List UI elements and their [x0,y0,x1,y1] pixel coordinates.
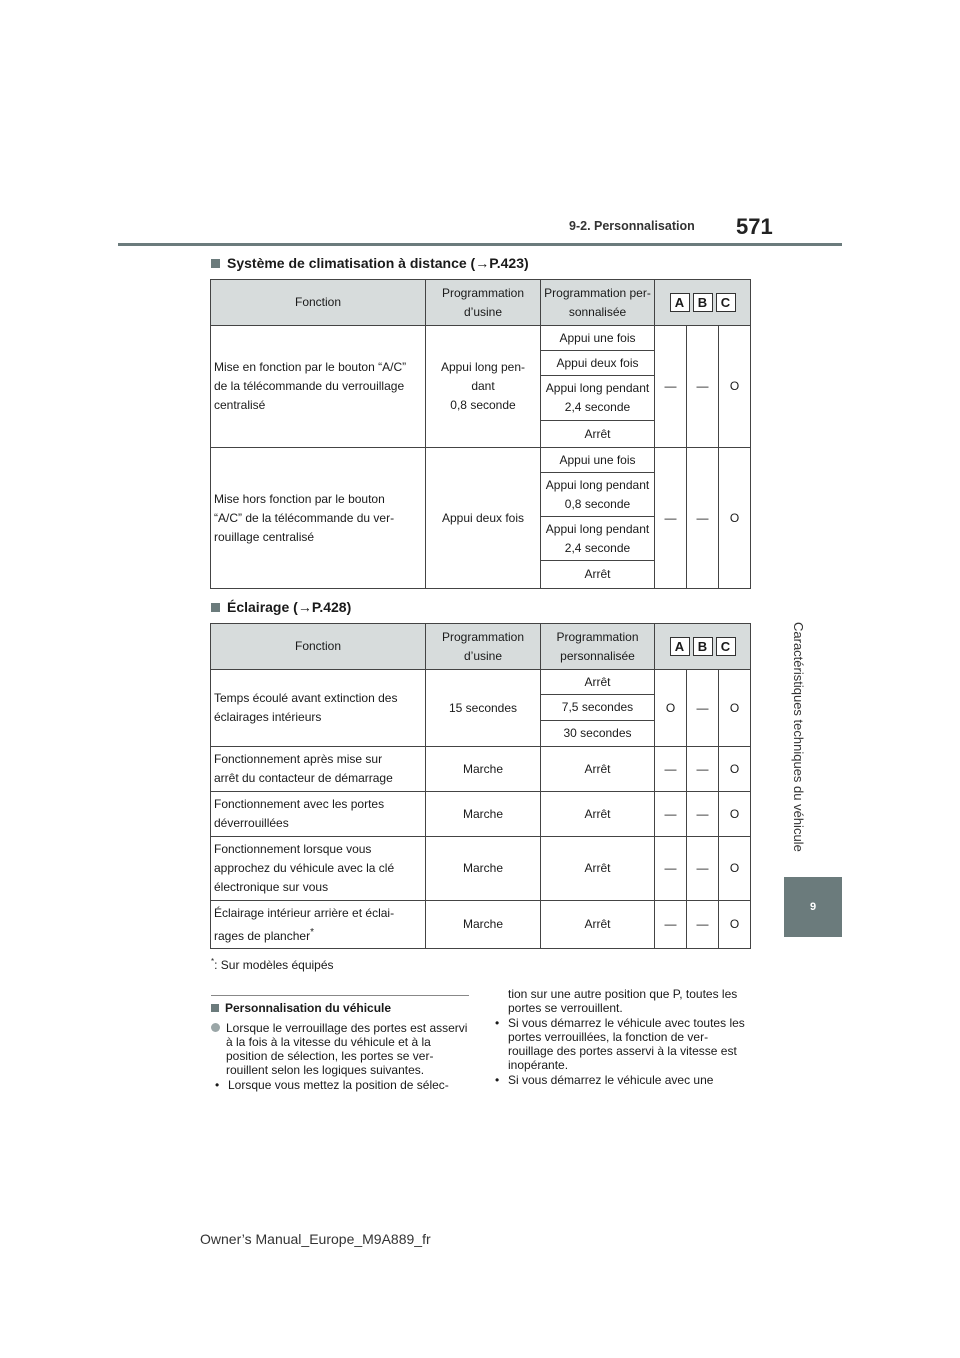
cell-c: O [719,670,751,747]
cell-b: — [687,448,719,589]
notes-divider [211,995,469,996]
square-bullet-icon [211,1004,219,1012]
table-row [211,747,751,792]
header-badges [655,624,751,670]
cell-c: O [719,326,751,448]
header-perso: Programmation personnalisée [541,624,655,670]
notes-column-right: tion sur une autre position que P, toutes les portes se verrouillent. • Si vous démarrez le véhicule avec toutes les portes verrouillées, la fonction de ver-rouillage des portes asservi à la vitesse est inopérante. • Si vous démarrez le véhicule avec une [495,987,753,1087]
header-usine: Programmation d’usine [426,624,541,670]
cell-a: O [655,670,687,747]
badge-c: C [716,293,736,312]
cell-fonction: Mise en fonction par le bouton “A/C” de la télécommande du verrouillage centralisé [211,326,426,448]
badge-a: A [670,293,690,312]
cell-b: — [687,326,719,448]
header-perso: Programmation per- sonnalisée [541,280,655,326]
cell-a: — [655,747,687,792]
cell-perso: Arrêt [541,792,655,837]
circle-bullet-icon [211,1023,220,1032]
chapter-tab: 9 [784,877,842,937]
cell-c: O [719,837,751,901]
cell-option: Arrêt [541,670,655,695]
footnote: *: Sur modèles équipés [211,957,334,972]
cell-option: 7,5 secondes [541,695,655,721]
cell-usine: Marche [426,837,541,901]
cell-b: — [687,901,719,949]
cell-option: Arrêt [541,561,655,589]
square-bullet-icon [211,259,220,268]
badge-b: B [693,293,713,312]
cell-c: O [719,747,751,792]
badge-c: C [716,637,736,656]
badge-a: A [670,637,690,656]
cell-usine: Marche [426,747,541,792]
header-divider [118,243,842,246]
table-row [211,792,751,837]
list-item: • Lorsque vous mettez la position de sélec- [215,1078,449,1092]
cell-option: Appui une fois [541,448,655,473]
header-fonction: Fonction [211,280,426,326]
cell-perso: Arrêt [541,837,655,901]
chapter-side-label: Caractéristiques techniques du véhicule [791,622,806,852]
footnote-mark: * [310,926,314,938]
cell-option: Appui long pendant 2,4 seconde [541,517,655,561]
section-title-eclairage [211,599,351,615]
page-number: 571 [736,214,773,239]
table-row [211,670,751,695]
cell-b: — [687,670,719,747]
cell-c: O [719,448,751,589]
cell-option: Appui long pendant 2,4 seconde [541,376,655,421]
cell-perso: Arrêt [541,901,655,949]
cell-option: Arrêt [541,421,655,448]
table-header-row [211,280,751,326]
list-item: • Si vous démarrez le véhicule avec une [495,1073,714,1087]
page-footer: Owner’s Manual_Europe_M9A889_fr [200,1231,431,1247]
cell-option: Appui deux fois [541,351,655,376]
cell-usine: 15 secondes [426,670,541,747]
list-item: • Si vous démarrez le véhicule avec toutes les portes verrouillées, la fonction de ver-rouillage des portes asservi à la vitesse est inopérante. [495,1016,745,1072]
cell-fonction: Fonctionnement après mise sur arrêt du contacteur de démarrage [211,747,426,792]
section-header: 9-2. Personnalisation [569,219,695,233]
cell-a: — [655,837,687,901]
table-row [211,326,751,351]
list-item: Lorsque le verrouillage des portes est asservi à la fois à la vitesse du véhicule et à la position de sélection, les portes se ver-rouillent selon les logiques suivantes. [211,1021,469,1077]
cell-usine: Marche [426,792,541,837]
cell-fonction: Mise hors fonction par le bouton “A/C” de la télécommande du ver- rouillage centralisé [211,448,426,589]
cell-a: — [655,901,687,949]
notes-title: Personnalisation du véhicule [211,1001,391,1015]
cell-usine: Marche [426,901,541,949]
cell-fonction: Fonctionnement avec les portes déverrouillées [211,792,426,837]
header-badges [655,280,751,326]
eclairage-table [210,623,751,949]
cell-a: — [655,326,687,448]
cell-b: — [687,747,719,792]
climatisation-table [210,279,751,589]
cell-c: O [719,901,751,949]
cell-fonction: Fonctionnement lorsque vous approchez du véhicule avec la clé électronique sur vous [211,837,426,901]
cell-option: 30 secondes [541,721,655,747]
header-fonction: Fonction [211,624,426,670]
square-bullet-icon [211,603,220,612]
section-title-text: Système de climatisation à distance (→P.423) [227,255,529,271]
header-usine: Programmation d’usine [426,280,541,326]
table-row [211,901,751,949]
section-title-climatisation [211,255,529,271]
cell-fonction: Temps écoulé avant extinction des éclairages intérieurs [211,670,426,747]
cell-usine: Appui deux fois [426,448,541,589]
cell-fonction: Éclairage intérieur arrière et éclai- rages de plancher* [211,901,426,949]
cell-usine: Appui long pen- dant 0,8 seconde [426,326,541,448]
cell-option: Appui une fois [541,326,655,351]
badge-b: B [693,637,713,656]
table-row [211,837,751,901]
notes-column-left [211,1021,469,1092]
table-row [211,448,751,473]
cell-b: — [687,792,719,837]
cell-b: — [687,837,719,901]
cell-perso: Arrêt [541,747,655,792]
cell-a: — [655,792,687,837]
cell-option: Appui long pendant 0,8 seconde [541,473,655,517]
cell-c: O [719,792,751,837]
cell-a: — [655,448,687,589]
footnote-mark: * [211,957,215,966]
table-header-row [211,624,751,670]
section-title-text: Éclairage (→P.428) [227,599,352,615]
